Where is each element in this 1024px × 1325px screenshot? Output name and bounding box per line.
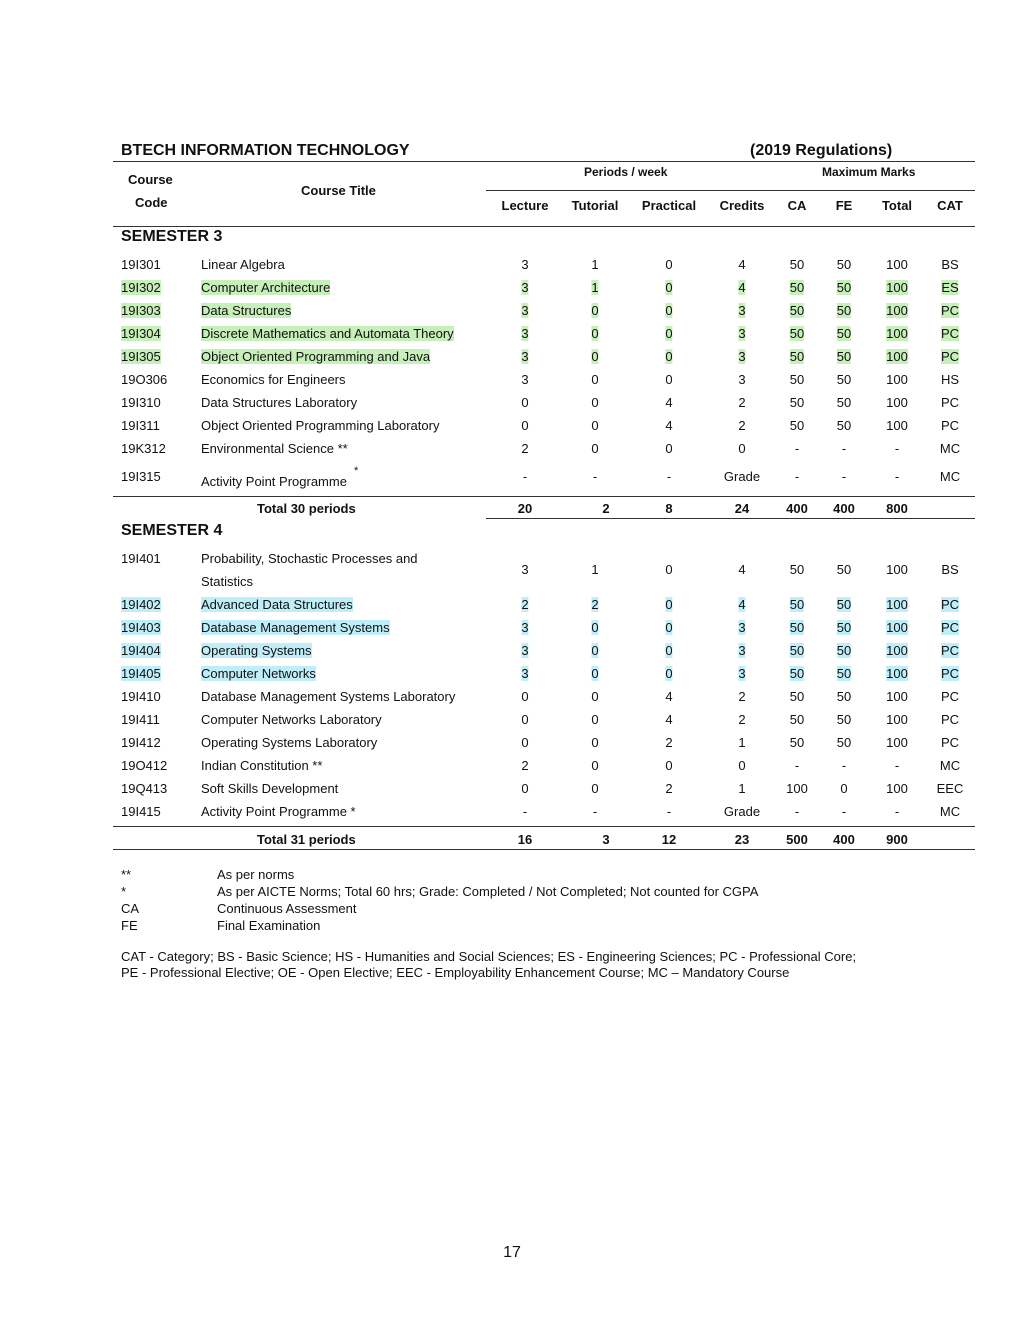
fe-value: - [841,441,847,456]
header-total: Total [881,198,913,213]
semester-4-heading: SEMESTER 4 [121,522,223,539]
ca-value: 50 [789,257,805,272]
fe-value: 50 [836,303,852,318]
course-code: 19I412 [121,735,161,750]
practical-value: 2 [665,781,673,796]
total-label: Total 30 periods [257,501,356,516]
legend-value: Continuous Assessment [217,901,357,916]
lecture-value: 3 [521,303,529,318]
total-credits: 23 [734,832,750,847]
ca-value: 50 [789,666,805,681]
category-value: MC [939,469,961,484]
fe-value: 0 [840,781,848,796]
table-row [0,368,1024,391]
course-code: 19K312 [121,441,166,456]
table-row [0,391,1024,414]
lecture-value: 3 [521,349,529,364]
category-value: MC [939,758,961,773]
ca-value: - [794,469,800,484]
header-course: Course [128,172,173,187]
total-value: 100 [886,620,908,635]
total-ca: 400 [786,501,808,516]
category-value: PC [940,712,960,727]
lecture-value: 3 [521,280,529,295]
ca-value: 50 [789,372,805,387]
credits-value: 2 [738,712,746,727]
tutorial-value: 0 [591,349,599,364]
category-value: PC [940,349,960,364]
legend-key: ** [121,867,132,882]
course-title: Data Structures [201,303,292,318]
semester-4-total-bottom-rule [113,849,975,850]
legend-item [0,900,1024,917]
category-note-line: PE - Professional Elective; OE - Open Elective; EEC - Employability Enhancement Course; MC – Mandatory Course [121,965,790,980]
total-marks: 800 [886,501,908,516]
course-title-continued: Statistics [201,574,254,589]
credits-value: 2 [738,689,746,704]
course-code: 19I410 [121,689,161,704]
category-note-line: CAT - Category; BS - Basic Science; HS - Humanities and Social Sciences; ES - Engineering Sciences; PC - Professional Core; [121,949,857,964]
tutorial-value: 0 [591,689,599,704]
course-code: 19I402 [121,597,161,612]
credits-value: 3 [738,372,746,387]
fe-value: 50 [836,712,852,727]
course-code: 19I401 [121,551,161,566]
course-title: Operating Systems [201,643,312,658]
total-tutorial: 3 [602,832,610,847]
course-title: Computer Networks Laboratory [201,712,382,727]
fe-value: 50 [836,326,852,341]
fe-value: 50 [836,597,852,612]
fe-value: - [841,758,847,773]
course-title: Discrete Mathematics and Automata Theory [201,326,454,341]
ca-value: - [794,758,800,773]
tutorial-value: 0 [591,735,599,750]
semester-4-total-top-rule [113,826,975,827]
practical-value: 0 [665,349,673,364]
tutorial-value: 0 [591,620,599,635]
legend-item [0,866,1024,883]
course-title: Activity Point Programme * [201,804,356,819]
credits-value: 2 [738,418,746,433]
lecture-value: 3 [521,562,529,577]
practical-value: 0 [665,758,673,773]
lecture-value: 3 [521,257,529,272]
table-row [0,800,1024,823]
credits-value: 2 [738,395,746,410]
total-label: Total 31 periods [257,832,356,847]
course-code: 19I315 [121,469,161,484]
practical-value: 4 [665,418,673,433]
page-number: 17 [503,1244,521,1261]
header-group-rule [486,190,975,191]
total-lecture: 20 [517,501,533,516]
total-value: 100 [886,666,908,681]
ca-value: 50 [789,620,805,635]
practical-value: 4 [665,712,673,727]
total-value: 100 [886,781,908,796]
header-top-rule [113,161,975,162]
practical-value: 0 [665,326,673,341]
lecture-value: 3 [521,372,529,387]
legend-value: As per AICTE Norms; Total 60 hrs; Grade: Completed / Not Completed; Not counted for CGPA [217,884,759,899]
ca-value: 50 [789,712,805,727]
header-ca: CA [787,198,807,213]
table-row [0,639,1024,662]
fe-value: 50 [836,689,852,704]
total-value: 100 [886,395,908,410]
table-row [0,547,1024,593]
semester-4-total-row [0,829,1024,849]
header-periods-week: Periods / week [584,165,668,179]
credits-value: 3 [738,349,746,364]
practical-value: 0 [665,562,673,577]
total-value: 100 [886,418,908,433]
fe-value: - [841,469,847,484]
total-value: 100 [886,562,908,577]
tutorial-value: 0 [591,712,599,727]
course-code: 19O306 [121,372,168,387]
course-code: 19Q413 [121,781,168,796]
credits-value: 3 [738,643,746,658]
lecture-value: - [522,804,528,819]
tutorial-value: 0 [591,758,599,773]
tutorial-value: 0 [591,441,599,456]
header-bottom-rule [113,226,975,227]
total-value: 100 [886,349,908,364]
credits-value: 4 [738,562,746,577]
legend-key: CA [121,901,140,916]
credits-value: 4 [738,597,746,612]
course-title: Data Structures Laboratory [201,395,358,410]
credits-value: 3 [738,620,746,635]
table-row [0,414,1024,437]
legend-item [0,883,1024,900]
tutorial-value: 0 [591,643,599,658]
total-value: 100 [886,372,908,387]
legend-value: Final Examination [217,918,321,933]
course-title: Probability, Stochastic Processes and [201,551,418,566]
course-title: Environmental Science ** [201,441,348,456]
fe-value: 50 [836,562,852,577]
ca-value: 50 [789,326,805,341]
credits-value: Grade [723,804,761,819]
total-value: 100 [886,257,908,272]
lecture-value: 0 [521,781,529,796]
total-value: - [894,758,900,773]
semester-3-total-row [0,498,1024,518]
legend-key: FE [121,918,138,933]
credits-value: 4 [738,280,746,295]
ca-value: 50 [789,280,805,295]
credits-value: 1 [738,735,746,750]
course-code: 19I411 [121,712,160,727]
lecture-value: 3 [521,620,529,635]
category-value: PC [940,620,960,635]
fe-value: 50 [836,280,852,295]
lecture-value: 0 [521,735,529,750]
fe-value: 50 [836,643,852,658]
total-value: 100 [886,735,908,750]
legend [0,866,1024,936]
credits-value: 0 [738,758,746,773]
lecture-value: 0 [521,418,529,433]
header-cat: CAT [937,198,963,213]
practical-value: 0 [665,280,673,295]
practical-value: 0 [665,620,673,635]
category-value: PC [940,395,960,410]
header-fe: FE [835,198,853,213]
ca-value: 100 [786,781,808,796]
lecture-value: 2 [521,758,529,773]
category-value: PC [940,597,960,612]
category-value: PC [940,643,960,658]
ca-value: 50 [789,395,805,410]
course-code: 19I303 [121,303,161,318]
ca-value: - [794,441,800,456]
legend-key: * [121,884,127,899]
credits-value: 3 [738,666,746,681]
credits-value: 4 [738,257,746,272]
tutorial-value: 2 [591,597,599,612]
course-code: 19I405 [121,666,161,681]
course-code: 19I415 [121,804,161,819]
category-value: BS [941,257,959,272]
total-marks: 900 [886,832,908,847]
practical-value: 0 [665,597,673,612]
practical-value: 4 [665,395,673,410]
category-value: PC [940,735,960,750]
category-value: MC [939,804,961,819]
ca-value: 50 [789,689,805,704]
lecture-value: 0 [521,712,529,727]
tutorial-value: 0 [591,372,599,387]
page-title: BTECH INFORMATION TECHNOLOGY [121,142,410,159]
tutorial-value: 1 [591,562,599,577]
category-value: PC [940,666,960,681]
course-code: 19I311 [121,418,160,433]
total-value: - [894,804,900,819]
practical-value: 2 [665,735,673,750]
category-value: ES [941,280,959,295]
tutorial-value: 0 [591,666,599,681]
table-row [0,593,1024,616]
course-title: Database Management Systems [201,620,390,635]
lecture-value: 3 [521,643,529,658]
header-tutorial: Tutorial [571,198,619,213]
total-value: 100 [886,597,908,612]
table-row [0,731,1024,754]
course-code: 19I403 [121,620,161,635]
course-title: Indian Constitution ** [201,758,323,773]
header-lecture: Lecture [501,198,549,213]
credits-value: 0 [738,441,746,456]
credits-value: 1 [738,781,746,796]
table-row [0,345,1024,368]
table-row [0,777,1024,800]
total-ca: 500 [786,832,808,847]
total-value: 100 [886,303,908,318]
course-title: Soft Skills Development [201,781,339,796]
table-row [0,460,1024,494]
tutorial-value: 0 [591,326,599,341]
total-value: 100 [886,712,908,727]
table-row [0,754,1024,777]
course-title: Operating Systems Laboratory [201,735,378,750]
lecture-value: 3 [521,666,529,681]
practical-value: - [666,804,672,819]
course-code: 19I304 [121,326,161,341]
practical-value: 0 [665,372,673,387]
practical-value: 0 [665,303,673,318]
course-title: Activity Point Programme [201,474,347,489]
table-row [0,708,1024,731]
legend-value: As per norms [217,867,295,882]
category-value: PC [940,418,960,433]
course-title: Economics for Engineers [201,372,346,387]
ca-value: 50 [789,597,805,612]
semester-3-heading: SEMESTER 3 [121,228,223,245]
course-code: 19O412 [121,758,168,773]
course-title: Computer Architecture [201,280,331,295]
regulations-label: (2019 Regulations) [750,142,893,159]
fe-value: 50 [836,418,852,433]
ca-value: 50 [789,418,805,433]
total-lecture: 16 [517,832,533,847]
course-code: 19I302 [121,280,161,295]
tutorial-value: 0 [591,395,599,410]
fe-value: 50 [836,372,852,387]
table-row [0,276,1024,299]
total-credits: 24 [734,501,750,516]
total-value: 100 [886,280,908,295]
practical-value: 0 [665,257,673,272]
lecture-value: 3 [521,326,529,341]
header-credits: Credits [719,198,765,213]
tutorial-value: 1 [591,257,599,272]
credits-value: Grade [723,469,761,484]
category-value: MC [939,441,961,456]
course-code: 19I310 [121,395,161,410]
ca-value: 50 [789,735,805,750]
fe-value: 50 [836,666,852,681]
total-value: - [894,441,900,456]
ca-value: 50 [789,303,805,318]
credits-value: 3 [738,326,746,341]
ca-value: - [794,804,800,819]
ca-value: 50 [789,562,805,577]
tutorial-value: - [592,804,598,819]
total-value: - [894,469,900,484]
practical-value: 0 [665,666,673,681]
practical-value: - [666,469,672,484]
course-title: Linear Algebra [201,257,285,272]
table-row [0,685,1024,708]
total-fe: 400 [833,501,855,516]
table-row [0,253,1024,276]
table-row [0,616,1024,639]
header-course-title: Course Title [301,183,376,198]
credits-value: 3 [738,303,746,318]
total-practical: 12 [661,832,677,847]
lecture-value: 0 [521,395,529,410]
table-row [0,662,1024,685]
table-row [0,322,1024,345]
fe-value: - [841,804,847,819]
lecture-value: 2 [521,597,529,612]
course-title: Object Oriented Programming and Java [201,349,431,364]
category-value: PC [940,689,960,704]
lecture-value: 0 [521,689,529,704]
course-title: Object Oriented Programming Laboratory [201,418,440,433]
fe-value: 50 [836,257,852,272]
fe-value: 50 [836,349,852,364]
tutorial-value: 1 [591,280,599,295]
lecture-value: - [522,469,528,484]
semester-3-total-top-rule [113,496,975,497]
practical-value: 4 [665,689,673,704]
fe-value: 50 [836,395,852,410]
category-value: BS [941,562,959,577]
ca-value: 50 [789,349,805,364]
table-row [0,437,1024,460]
course-code: 19I305 [121,349,161,364]
course-title: Database Management Systems Laboratory [201,689,456,704]
tutorial-value: - [592,469,598,484]
lecture-value: 2 [521,441,529,456]
header-code: Code [135,195,168,210]
course-code: 19I301 [121,257,161,272]
category-value: PC [940,303,960,318]
tutorial-value: 0 [591,303,599,318]
table-row [0,299,1024,322]
category-value: EEC [936,781,964,796]
practical-value: 0 [665,441,673,456]
total-value: 100 [886,689,908,704]
fe-value: 50 [836,735,852,750]
ca-value: 50 [789,643,805,658]
tutorial-value: 0 [591,418,599,433]
footnote-marker: * [354,465,359,477]
header-maximum-marks: Maximum Marks [822,165,916,179]
practical-value: 0 [665,643,673,658]
total-practical: 8 [665,501,673,516]
course-title: Advanced Data Structures [201,597,353,612]
category-value: HS [940,372,960,387]
total-value: 100 [886,326,908,341]
category-note [121,949,1001,981]
fe-value: 50 [836,620,852,635]
course-code: 19I404 [121,643,161,658]
semester-3-total-bottom-rule [486,518,975,519]
category-value: PC [940,326,960,341]
total-tutorial: 2 [602,501,610,516]
total-fe: 400 [833,832,855,847]
legend-item [0,917,1024,934]
tutorial-value: 0 [591,781,599,796]
total-value: 100 [886,643,908,658]
course-title: Computer Networks [201,666,316,681]
header-practical: Practical [641,198,697,213]
